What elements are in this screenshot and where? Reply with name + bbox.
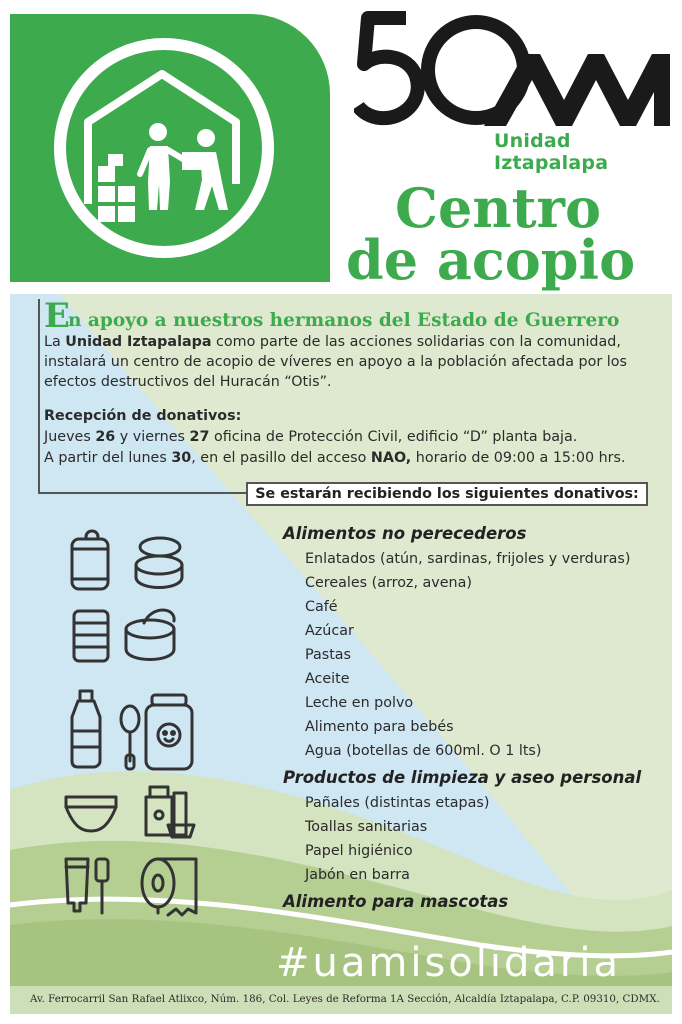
intro-line3: efectos destructivos del Huracán “Otis”. — [44, 374, 332, 390]
logo-subtitle: Unidad Iztapalapa — [494, 130, 609, 174]
list-item: Cereales (arroz, avena) — [305, 575, 472, 591]
address-footer: Av. Ferrocarril San Rafael Atlixco, Núm. 186, Col. Leyes de Reforma 1A Sección, Alcaldía Iztapalapa, C.P. 09310, CDMX. — [30, 993, 660, 1005]
list-item: Pañales (distintas etapas) — [305, 795, 490, 811]
list-item: Toallas sanitarias — [305, 819, 428, 835]
frame-line-horizontal — [38, 492, 246, 494]
pet-food-icon — [146, 787, 194, 837]
toilet-paper-icon — [142, 859, 196, 915]
reception-label: Recepción de donativos: — [44, 408, 242, 424]
reception-line1: Jueves 26 y viernes 27 oficina de Protección Civil, edificio “D” planta baja. — [44, 429, 578, 445]
toothpaste-icon — [66, 859, 88, 911]
list-item: Enlatados (atún, sardinas, frijoles y verduras) — [305, 551, 631, 567]
receiving-banner: Se estarán recibiendo los siguientes donativos: — [246, 482, 648, 506]
open-can-icon — [126, 610, 174, 660]
water-bottle-icon — [72, 691, 100, 767]
list-item: Pastas — [305, 647, 352, 663]
category-title: Alimento para mascotas — [283, 892, 509, 911]
spoon-icon — [121, 706, 139, 769]
list-item: Azúcar — [305, 623, 354, 639]
reception-line2: A partir del lunes 30, en el pasillo del acceso NAO, horario de 09:00 a 15:00 hrs. — [44, 450, 626, 466]
intro-unit-name: Unidad Iztapalapa — [65, 334, 212, 350]
list-item: Alimento para bebés — [305, 719, 454, 735]
category-title: Alimentos no perecederos — [283, 524, 527, 543]
list-item: Papel higiénico — [305, 843, 413, 859]
list-item: Agua (botellas de 600ml. O 1 lts) — [305, 743, 542, 759]
page-title-line1: Centro — [395, 176, 602, 240]
can-icon — [72, 531, 108, 589]
diaper-icon — [66, 797, 116, 831]
hashtag: #uamisolidaria — [276, 940, 621, 986]
baby-food-jar-icon — [146, 695, 192, 769]
frame-line-vertical — [38, 299, 40, 493]
list-item: Café — [305, 599, 338, 615]
toothbrush-icon — [96, 859, 108, 913]
intro-text-pre: La — [44, 334, 66, 350]
uam-50-logo — [354, 8, 674, 132]
intro-line2: instalará un centro de acopio de víveres en apoyo a la población afectada por los — [44, 354, 627, 370]
list-item: Aceite — [305, 671, 350, 687]
category-title: Productos de limpieza y aseo personal — [283, 768, 642, 787]
tuna-can-icon — [136, 538, 182, 588]
page-title-line2: de acopio — [346, 228, 636, 292]
donation-icons — [56, 525, 216, 925]
intro-initial: E — [44, 296, 70, 336]
intro-text-post: como parte de las acciones solidarias con la comunidad, — [211, 334, 621, 350]
donation-house-people-boxes-icon — [10, 14, 330, 282]
list-item: Jabón en barra — [305, 867, 410, 883]
tin-can-icon — [74, 611, 108, 661]
list-item: Leche en polvo — [305, 695, 414, 711]
intro-heading: n apoyo a nuestros hermanos del Estado de Guerrero — [68, 310, 620, 331]
intro-paragraph — [44, 332, 674, 392]
